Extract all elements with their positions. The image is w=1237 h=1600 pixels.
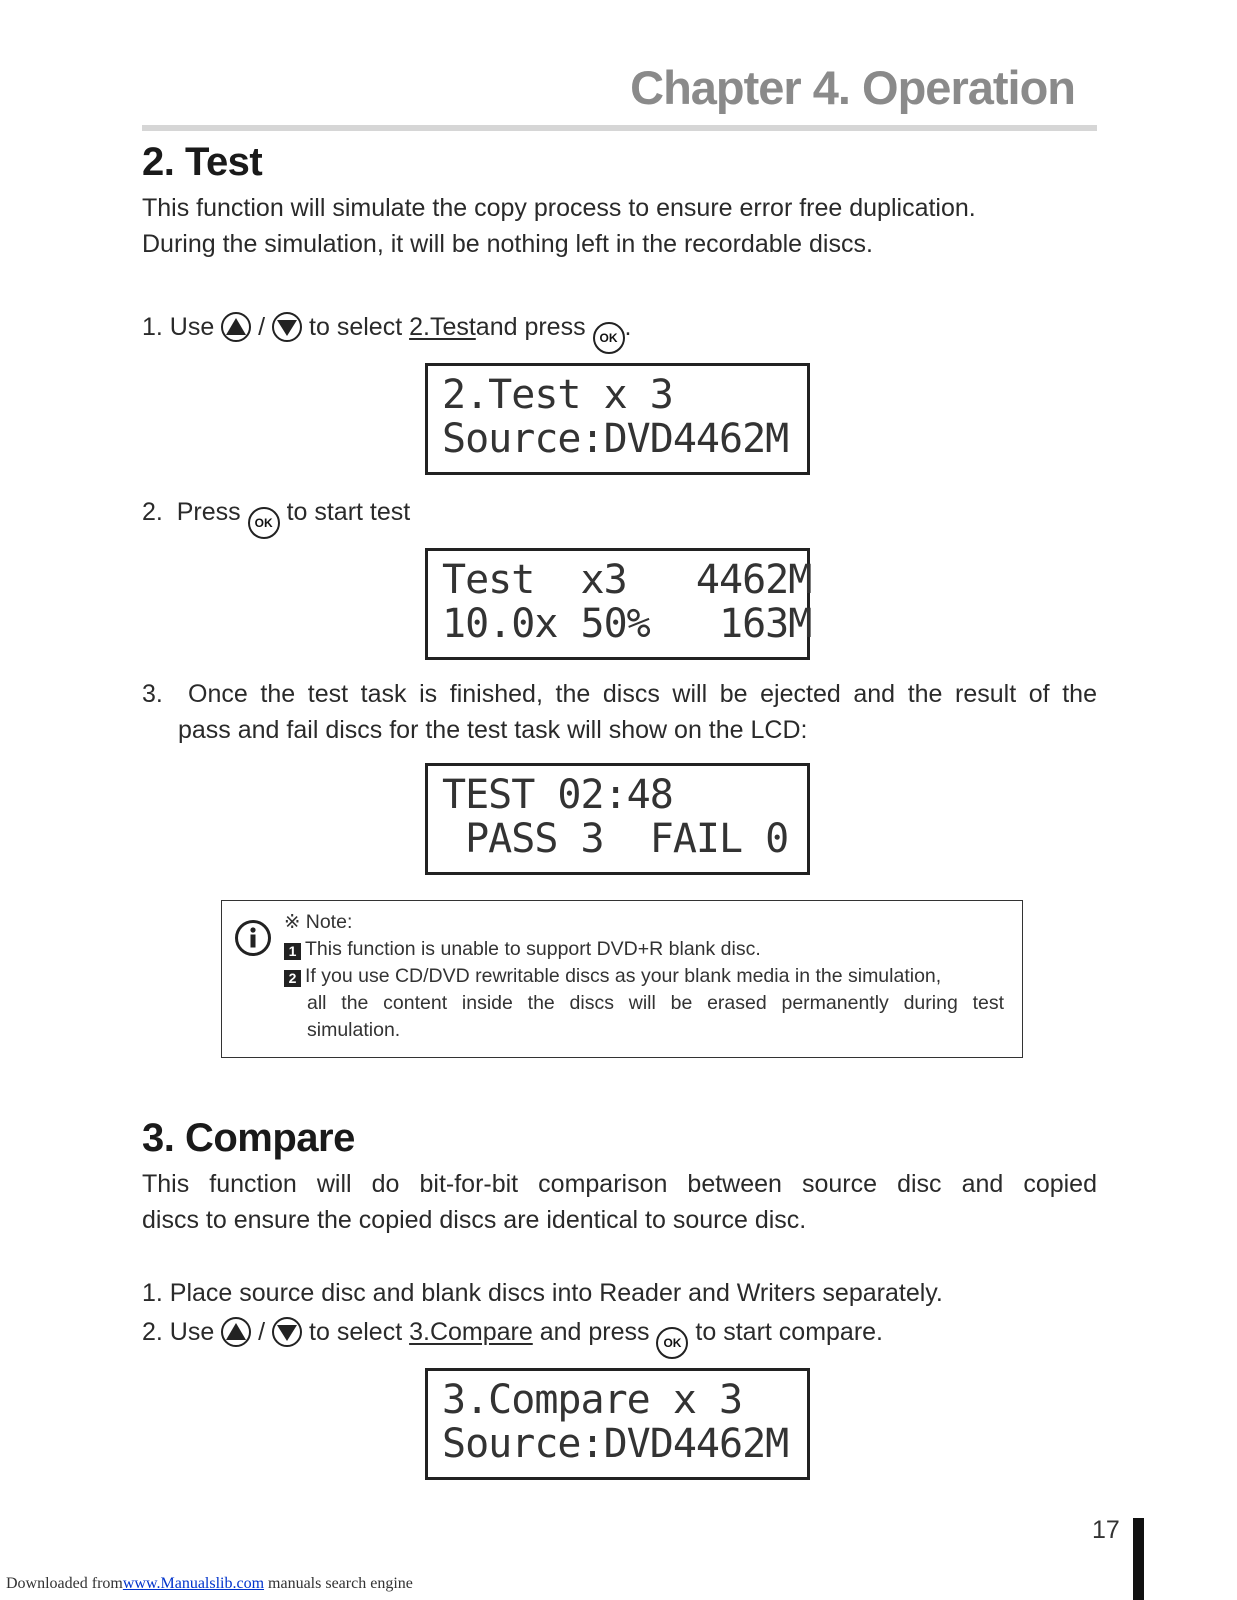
step-text: 1. Use [142,313,215,341]
test-step-3-line-1: 3. Once the test task is finished, the discs will be ejected and the result of the [142,680,1097,708]
note-item-text: This function is unable to support DVD+R blank disc. [305,938,761,960]
compare-intro-line-1: This function will do bit-for-bit comparison between source disc and copied [142,1170,1097,1198]
note-item-2-line-2: all the content inside the discs will be erased permanently during test [307,992,1004,1014]
ok-button-icon: OK [248,507,280,539]
note-box [221,900,1023,1058]
number-badge: 1 [284,943,301,960]
chapter-divider [142,125,1097,131]
step-text: and press [539,1318,650,1346]
lcd-line-2: Source:DVD4462M [442,1421,789,1467]
step-text: 2. Use [142,1318,215,1346]
lcd-line-1: 3.Compare x 3 [442,1377,743,1423]
test-step-1 [142,309,632,354]
up-arrow-button-icon [221,1317,251,1347]
compare-intro-line-2: discs to ensure the copied discs are identical to source disc. [142,1206,807,1234]
step-text: 2. Press [142,498,241,526]
note-item-2-line-3: simulation. [307,1019,401,1041]
compare-step-2 [142,1314,883,1359]
lcd-line-2: 10.0x 50% 163M [442,601,812,647]
step-text: to start test [286,498,411,526]
step-text: to select [309,313,403,341]
lcd-line-2: PASS 3 FAIL 0 [442,816,789,862]
number-badge: 2 [284,970,301,987]
lcd-display-test-result [425,763,810,875]
footer-text: Downloaded from [6,1575,123,1592]
step-text: / [258,1318,266,1346]
lcd-display-test-progress [425,548,810,660]
note-item-1 [284,936,761,963]
info-icon [234,919,272,957]
manualslib-link[interactable]: www.Manualslib.com [122,1575,265,1592]
note-item-2 [284,963,941,990]
footer-credit [6,1575,413,1593]
step-text: to start compare. [695,1318,883,1346]
step-text: / [258,313,266,341]
page-edge-bar [1133,1518,1144,1600]
step-text: to select [309,1318,403,1346]
ok-button-icon: OK [593,322,625,354]
footer-text: manuals search engine [264,1575,413,1592]
page-number: 17 [1092,1516,1120,1544]
compare-section-heading: 3. Compare [142,1116,355,1160]
chapter-title: Chapter 4. Operation [630,61,1075,114]
step-text: . [624,313,632,341]
down-arrow-button-icon [272,1317,302,1347]
lcd-display-test-select [425,363,810,475]
test-intro-line-2: During the simulation, it will be nothing left in the recordable discs. [142,230,873,258]
down-arrow-button-icon [272,312,302,342]
note-title: ※ Note: [284,911,353,933]
test-step-3-line-2: pass and fail discs for the test task will show on the LCD: [178,716,808,744]
test-intro-line-1: This function will simulate the copy process to ensure error free duplication. [142,194,976,222]
lcd-line-2: Source:DVD4462M [442,416,789,462]
up-arrow-button-icon [221,312,251,342]
lcd-line-1: Test x3 4462M [442,557,812,603]
ok-button-icon: OK [656,1327,688,1359]
menu-item-compare: 3.Compare [409,1318,533,1346]
lcd-line-1: TEST 02:48 [442,772,673,818]
lcd-line-1: 2.Test x 3 [442,372,673,418]
menu-item-test: 2.Test [409,313,476,341]
note-item-text: If you use CD/DVD rewritable discs as your blank media in the simulation, [305,965,942,987]
compare-step-1: 1. Place source disc and blank discs into Reader and Writers separately. [142,1279,943,1307]
step-text: and press [475,313,586,341]
test-step-2 [142,494,410,539]
test-section-heading: 2. Test [142,140,263,184]
lcd-display-compare-select [425,1368,810,1480]
